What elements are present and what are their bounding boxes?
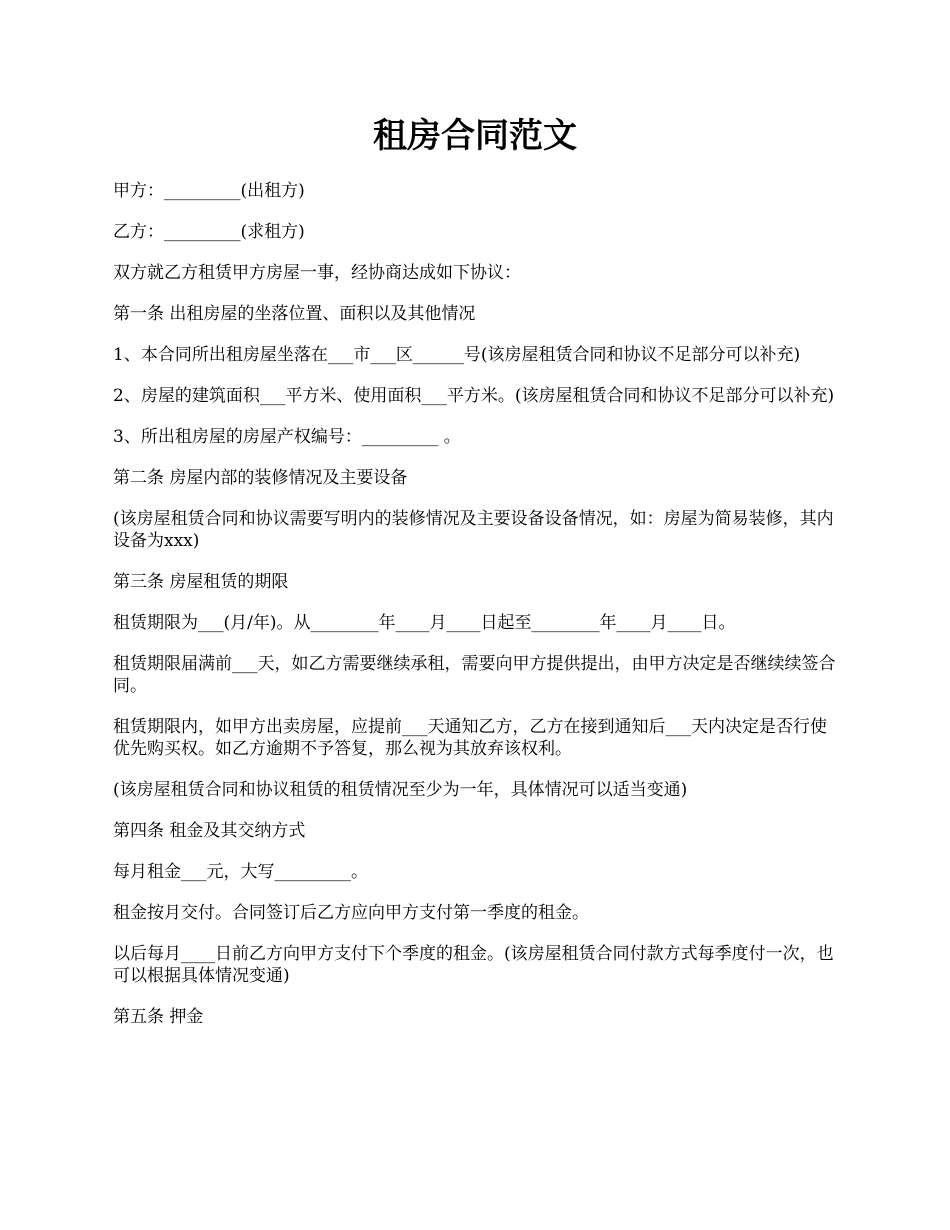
article-1-item-3: 3、所出租房屋的房屋产权编号：_________ 。 <box>113 427 461 447</box>
article-1-heading: 第一条 出租房屋的坐落位置、面积以及其他情况 <box>113 304 476 324</box>
article-3-note: (该房屋租赁合同和协议租赁的租赁情况至少为一年，具体情况可以适当变通) <box>113 780 688 800</box>
party-a-line: 甲方：_________(出租方) <box>113 181 305 201</box>
article-4-heading: 第四条 租金及其交纳方式 <box>113 821 306 841</box>
lease-term-line: 租赁期限为___(月/年)。从________年____月____日起至________年____月____日。 <box>113 613 736 633</box>
agreement-intro: 双方就乙方租赁甲方房屋一事，经协商达成如下协议： <box>113 263 521 283</box>
rent-schedule-line: 以后每月____日前乙方向甲方支付下个季度的租金。(该房屋租赁合同付款方式每季度付一次，也可以根据具体情况变通) <box>113 944 834 986</box>
article-2-heading: 第二条 房屋内部的装修情况及主要设备 <box>113 468 408 488</box>
preemptive-right-line: 租赁期限内，如甲方出卖房屋，应提前___天通知乙方，乙方在接到通知后___天内决定是否行使优先购买权。如乙方逾期不予答复，那么视为其放弃该权利。 <box>113 717 827 759</box>
monthly-rent-line: 每月租金___元，大写_________。 <box>113 862 368 882</box>
document-title: 租房合同范文 <box>373 116 577 156</box>
article-2-note: (该房屋租赁合同和协议需要写明内的装修情况及主要设备设备情况，如：房屋为简易装修，其内设备为xxx) <box>113 509 834 551</box>
article-5-heading: 第五条 押金 <box>113 1007 204 1027</box>
lease-renewal-line: 租赁期限届满前___天，如乙方需要继续承租，需要向甲方提供提出，由甲方决定是否继续续签合同。 <box>113 654 836 696</box>
article-1-item-1: 1、本合同所出租房屋坐落在___市___区______号(该房屋租赁合同和协议不足部分可以补充) <box>113 345 801 365</box>
article-1-item-2: 2、房屋的建筑面积___平方米、使用面积___平方米。(该房屋租赁合同和协议不足部分可以补充) <box>113 386 835 406</box>
document-body <box>113 180 841 1047</box>
rent-payment-line: 租金按月交付。合同签订后乙方应向甲方支付第一季度的租金。 <box>113 903 589 923</box>
article-3-heading: 第三条 房屋租赁的期限 <box>113 572 289 592</box>
party-b-line: 乙方：_________(求租方) <box>113 222 305 242</box>
